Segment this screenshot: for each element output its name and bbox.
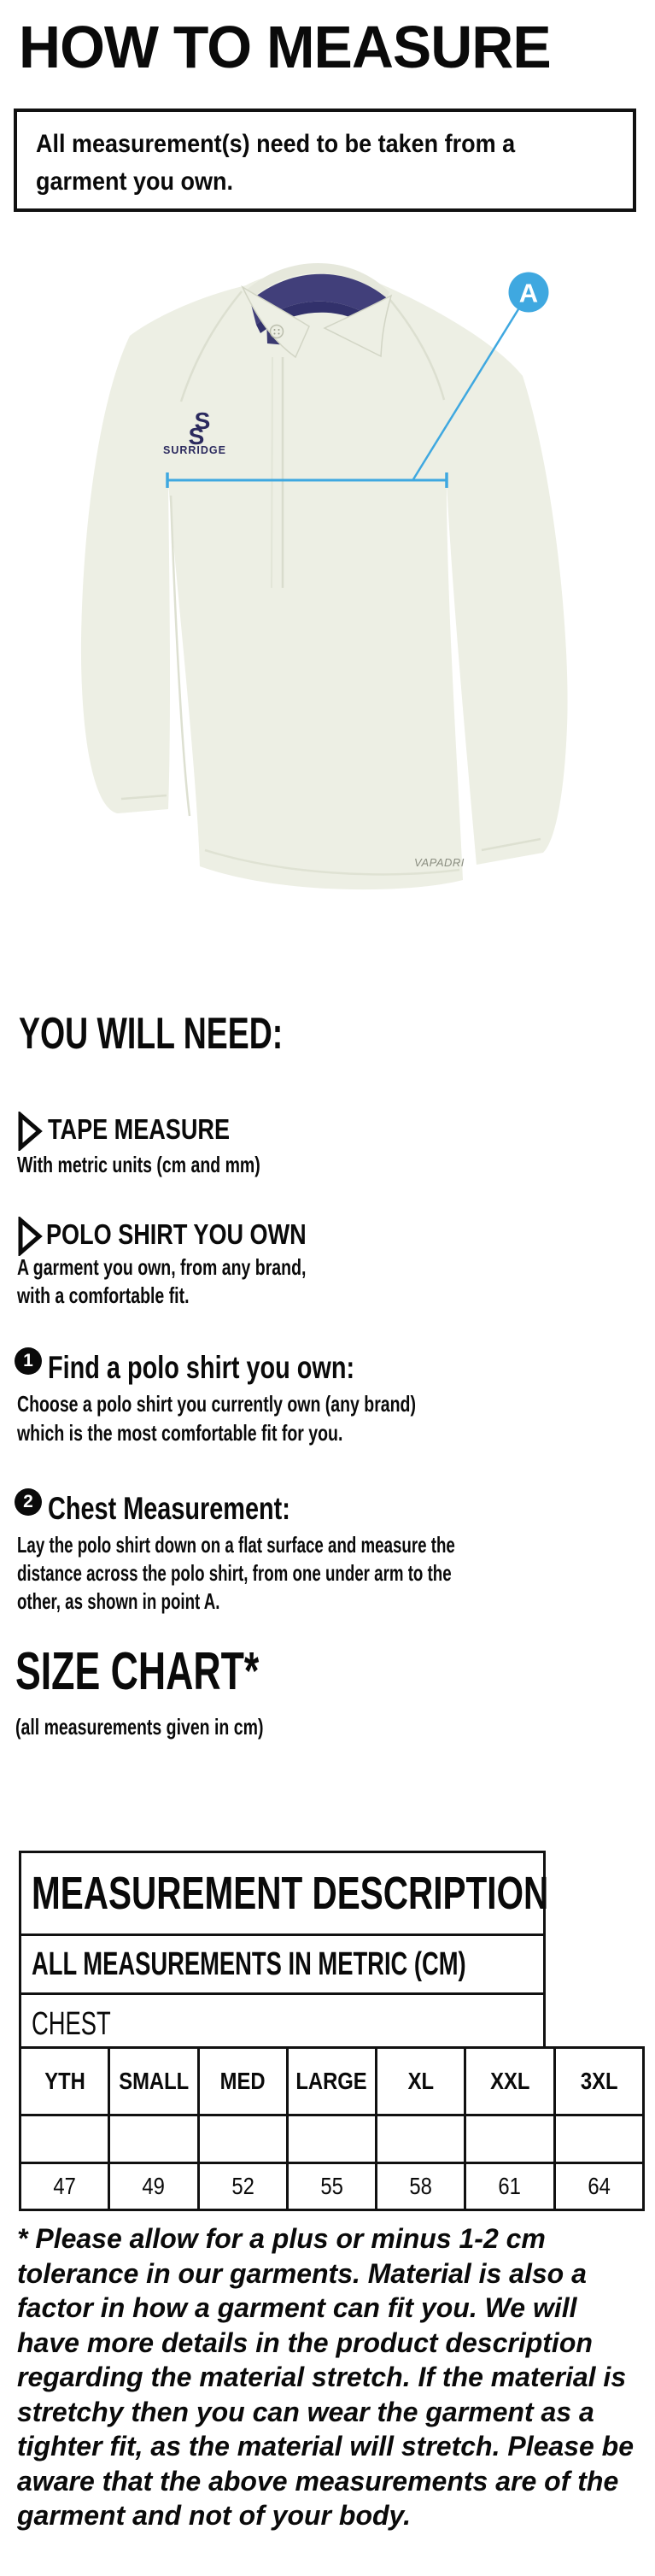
chest-value-cell: 55 <box>287 2163 376 2210</box>
tolerance-footnote: * Please allow for a plus or minus 1-2 cm tolerance in our garments. Material is also a factor in how a garment can fit you. We will have more details in the product description regarding the material stretch. If the material is stretchy then you can wear the garment as a tighter fit, as the material will stretch. Please be aware that the above measurements are of the garment and not of your body. <box>17 2223 635 2531</box>
step-2-number: 2 <box>23 1492 33 1511</box>
size-col-header: SMALL <box>109 2048 198 2115</box>
brand-logo-text: SURRIDGE <box>163 444 226 456</box>
item-desc-tape-measure: With metric units (cm and mm) <box>17 1152 260 1177</box>
chest-value-cell: 61 <box>465 2163 554 2210</box>
you-will-need-heading: YOU WILL NEED: <box>19 1009 284 1059</box>
collar-button <box>271 326 284 338</box>
size-col-header: 3XL <box>554 2048 643 2115</box>
item-title-tape-measure: TAPE MEASURE <box>48 1113 230 1145</box>
table-row-chest: CHEST <box>20 1994 545 2056</box>
empty-cell <box>377 2115 465 2163</box>
size-col-header: XXL <box>465 2048 554 2115</box>
size-table-header-row <box>20 2048 644 2115</box>
step-2-description: Lay the polo shirt down on a flat surface and measure the distance across the polo shirt, from one under arm to the other, as shown in point A. <box>17 1532 455 1614</box>
triangle-bullet-icon <box>17 1112 43 1151</box>
chest-value-cell: 52 <box>198 2163 287 2210</box>
button-hole <box>278 329 280 331</box>
size-col-header: MED <box>198 2048 287 2115</box>
empty-cell <box>109 2115 198 2163</box>
table-header-cell: MEASUREMENT DESCRIPTION <box>20 1852 545 1935</box>
size-chart-subheading: (all measurements given in cm) <box>15 1714 264 1740</box>
size-chart-table <box>19 2046 645 2211</box>
step-1-description: Choose a polo shirt you currently own (any brand) which is the most comfortable fit for you. <box>17 1391 416 1446</box>
brand-monogram-top: S <box>194 408 211 434</box>
step-1-title: Find a polo shirt you own: <box>48 1350 355 1385</box>
chest-value-cell: 64 <box>554 2163 643 2210</box>
item-title-polo-shirt: POLO SHIRT YOU OWN <box>46 1218 307 1250</box>
brand-monogram-bottom: S <box>188 423 205 449</box>
chest-value-cell: 47 <box>20 2163 109 2210</box>
empty-cell <box>287 2115 376 2163</box>
step-2-title: Chest Measurement: <box>48 1491 290 1526</box>
chest-value-cell: 49 <box>109 2163 198 2210</box>
polo-shirt-diagram <box>0 0 655 1068</box>
empty-cell <box>198 2115 287 2163</box>
notice-text: All measurement(s) need to be taken from a garment you own. <box>36 130 516 196</box>
size-table-empty-row <box>20 2115 644 2163</box>
button-hole <box>278 333 280 335</box>
step-1-number-badge <box>15 1347 42 1375</box>
size-chart-heading: SIZE CHART* <box>15 1642 260 1701</box>
table-row-units: ALL MEASUREMENTS IN METRIC (CM) <box>20 1935 545 1994</box>
triangle-bullet-icon <box>17 1217 43 1256</box>
size-col-header: XL <box>377 2048 465 2115</box>
measurement-description-table <box>19 1851 549 2057</box>
shirt-body <box>167 272 463 889</box>
size-col-header: YTH <box>20 2048 109 2115</box>
item-desc-polo-shirt: A garment you own, from any brand, with a comfortable fit. <box>17 1254 307 1308</box>
hem-logo-text: VAPADRI <box>414 856 465 869</box>
empty-cell <box>554 2115 643 2163</box>
chest-value-cell: 58 <box>377 2163 465 2210</box>
button-hole <box>274 333 276 335</box>
empty-cell <box>465 2115 554 2163</box>
step-2-number-badge <box>15 1488 42 1516</box>
empty-cell <box>20 2115 109 2163</box>
step-1-number: 1 <box>23 1351 33 1370</box>
size-table-values-row <box>20 2163 644 2210</box>
button-hole <box>274 329 276 331</box>
size-col-header: LARGE <box>287 2048 376 2115</box>
marker-a-label: A <box>518 278 539 308</box>
page-title: HOW TO MEASURE <box>19 14 551 80</box>
